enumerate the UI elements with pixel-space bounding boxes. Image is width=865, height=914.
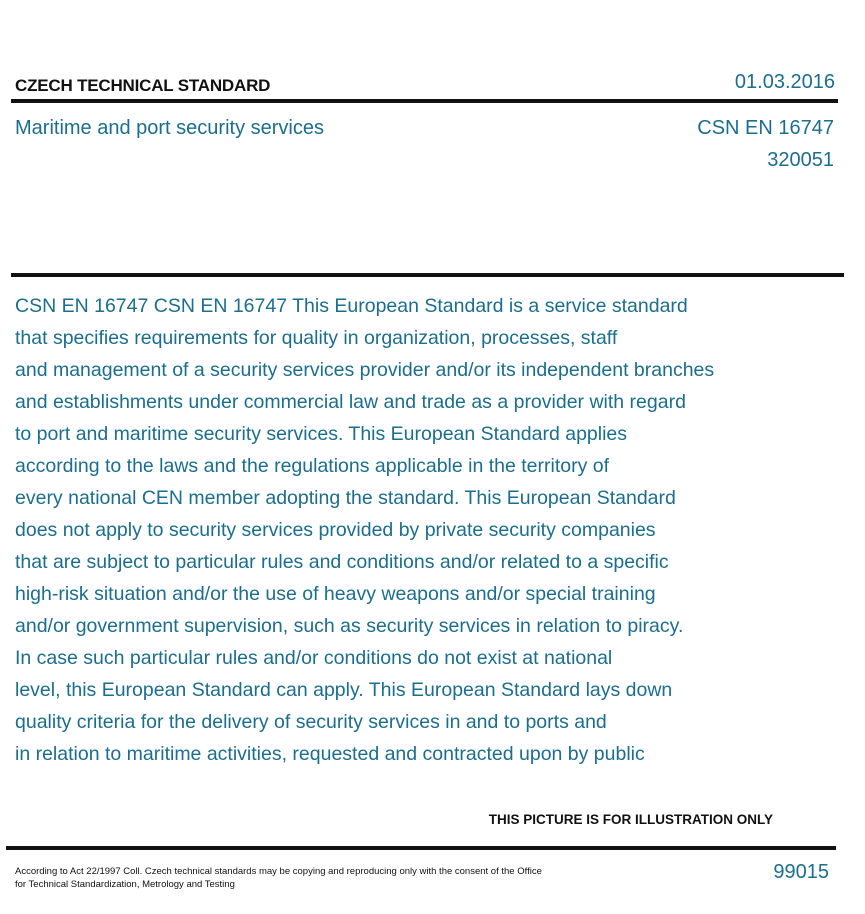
abstract-line: according to the laws and the regulations applicable in the territory of [15, 455, 610, 477]
illustration-notice: THIS PICTURE IS FOR ILLUSTRATION ONLY [488, 812, 773, 827]
abstract-line: and establishments under commercial law and trade as a provider with regard [15, 391, 686, 413]
document-number: 99015 [773, 861, 829, 883]
standard-code: CSN EN 16747 [697, 117, 834, 139]
abstract-line: quality criteria for the delivery of security services in and to ports and [15, 711, 607, 733]
abstract-line: that are subject to particular rules and conditions and/or related to a specific [15, 551, 669, 573]
header-divider [11, 99, 838, 103]
abstract-line: and management of a security services provider and/or its independent branches [15, 359, 715, 381]
abstract-line: In case such particular rules and/or conditions do not exist at national [15, 647, 613, 669]
classification-code: 320051 [767, 149, 834, 171]
abstract-line: every national CEN member adopting the standard. This European Standard [15, 487, 676, 509]
legal-notice-line: for Technical Standardization, Metrology and Testing [15, 879, 235, 890]
document-type-title: CZECH TECHNICAL STANDARD [15, 76, 271, 95]
footer-divider [6, 846, 836, 850]
abstract-line: and/or government supervision, such as security services in relation to piracy. [15, 615, 684, 637]
abstract-text [15, 290, 805, 770]
abstract-line: to port and maritime security services. This European Standard applies [15, 423, 628, 445]
abstract-line: that specifies requirements for quality in organization, processes, staff [15, 327, 618, 349]
abstract-line: in relation to maritime activities, requested and contracted upon by public [15, 743, 645, 765]
publication-date: 01.03.2016 [734, 71, 835, 93]
legal-notice [15, 865, 595, 891]
abstract-line: CSN EN 16747 CSN EN 16747 This European Standard is a service standard [15, 295, 688, 317]
abstract-line: level, this European Standard can apply. This European Standard lays down [15, 679, 673, 701]
abstract-line: high-risk situation and/or the use of heavy weapons and/or special training [15, 583, 656, 605]
abstract-line: does not apply to security services provided by private security companies [15, 519, 656, 541]
standard-subject: Maritime and port security services [15, 117, 324, 139]
legal-notice-line: According to Act 22/1997 Coll. Czech technical standards may be copying and reproducing only with the consent of the Office [15, 866, 542, 877]
section-divider [11, 273, 844, 277]
